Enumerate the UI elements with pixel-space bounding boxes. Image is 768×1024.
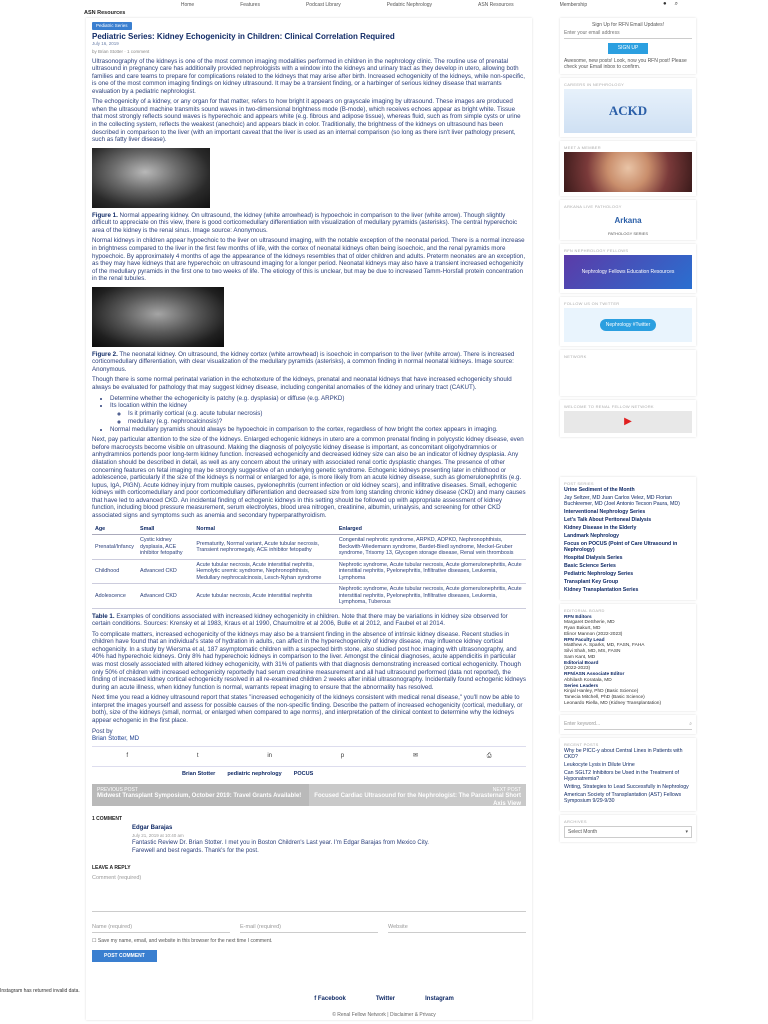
author-widget-label: MEET A MEMBER — [564, 145, 601, 150]
fellows-widget — [560, 244, 696, 293]
series-link[interactable]: Kidney Disease in the Elderly — [564, 524, 637, 531]
comment-author[interactable]: Edgar Barajas — [132, 825, 173, 832]
twitter-widget — [560, 297, 696, 346]
arkana-label: ARKANA LIVE PATHOLOGY — [564, 204, 622, 209]
article-date: July 16, 2019 — [92, 41, 119, 47]
comment-textarea[interactable]: Comment (required) — [92, 872, 526, 912]
figure-1-text: Normal appearing kidney. On ultrasound, the kidney (white arrowhead) is hypoechoic in comparison to the liver (white arrow). Though slightly difficult to appreciate on this view, there is good corticomedullary differentiation with visualization of medullary pyramids (asterisks). The central hyperechoic area of the kidney is the renal sinus. Image source: Anonymous. — [92, 211, 518, 234]
table-cell: Nephrotic syndrome, Acute tubular necrosis, Acute glomerulonephritis, Acute interstitial nephritis, Pyelonephritis, Infiltrative diseases, Leukemia, Lymphoma — [336, 559, 526, 583]
network-label: NETWORK — [564, 354, 587, 359]
series-link[interactable]: Focus on POCUS (Point of Care Ultrasound in Nephrology) — [564, 540, 678, 553]
fellows-label: RFN NEPHROLOGY FELLOWS — [564, 248, 629, 253]
nav-asn[interactable]: ASN Resources — [478, 1, 514, 8]
ackd-widget — [560, 78, 696, 137]
comment-item — [132, 825, 526, 855]
paragraph-3: Normal kidneys in children appear hypoechoic to the liver on ultrasound imaging, with the notable exception of the neonatal period. There is a normal increase in brightness compared to the liver in the first few months of life, with the cortex of neonatal kidneys often being isoechoic, and the renal pyramids more hypoechoic. By approximately 4 months of age the appearance of the kidneys resembles that of older children and adults. Preterm neonates are an exception, as they may have kidneys that are hyperechoic on ultrasound imaging for a longer period. Neonatal kidneys may also have a transient increased echogenicity of the medullary pyramids in the first one to two weeks of life. The etiology of this is unclear, but may be due to increased Tamm-Horsfall protein concentration in the renal tubules. — [92, 237, 526, 283]
arkana-logo[interactable]: Arkana — [614, 216, 642, 225]
figure-2-label: Figure 2. — [92, 350, 118, 358]
table-cell: Acute tubular necrosis, Acute interstitial nephritis — [193, 584, 335, 608]
echogenicity-table — [92, 524, 526, 609]
tag-item[interactable]: Brian Stotter — [182, 771, 216, 778]
search-icon[interactable]: ⌕ — [689, 720, 692, 727]
recent-post-link[interactable]: Writing, Strategies to Lead Successfully in Nephrology — [564, 783, 689, 790]
save-info-checkbox[interactable]: ☐ Save my name, email, and website in this browser for the next time I comment. — [92, 938, 273, 945]
nav-membership[interactable]: Membership — [559, 1, 588, 8]
user-icon[interactable]: ● — [663, 1, 667, 7]
board-item: Matthew A. Sparks, MD, FASN, FAHA — [564, 643, 645, 649]
name-field[interactable]: Name (required) — [92, 918, 230, 934]
board-item: Abhilash Koratala, MD — [564, 677, 612, 683]
table-cell: Congenital nephrotic syndrome, ARPKD, ADPKD, Nephronophthisis, Beckwith-Wiedemann syndrome, Bardet-Biedl syndrome, Meckel-Gruber syndrome, Trisomy 13, Glycogen storage disease, Renal vein thrombosis — [336, 535, 526, 559]
tag-item[interactable]: POCUS — [293, 771, 314, 778]
board-item: Elinor Mannon (2022-2023) — [564, 631, 623, 637]
nav-podcast[interactable]: Podcast Library — [305, 1, 341, 8]
series-link[interactable]: Transplant Key Group — [564, 578, 619, 585]
video-widget — [560, 400, 696, 437]
comment-text-2: Farewell and best regards. Thank's for the post. — [132, 847, 259, 854]
paragraph-2: The echogenicity of a kidney, or any organ for that matter, refers to how bright it appears on grayscale imaging by ultrasound. These images are produced when the ultrasound machine transmits sound waves in two-dimensional brightness mode (B-mode), which receives echoes appear as bright white. Tissue that most strongly reflects sound waves is hyperechoic and appears white (e.g. fibrous and adipose tissue), whereas fluid, such as from simple cysts or urine in the collecting system, reflects the weakest (anechoic) and appears black in color. Traditionally, the brightness of the kidneys on ultrasound has been described in comparison to the liver (with an important caveat that the liver is used as an internal comparison (so long as there isn't liver pathology present, such as fatty liver disease). — [92, 98, 521, 144]
paragraph-7: Next time you read a kidney ultrasound report that states "increased echogenicity of the kidneys consistent with medical renal disease," you'll now be able to interpret the images yourself and assess for possible causes of the non-specific finding. Describe the pattern of increased echogenicity (cortical, medullary, or both), size of the kidneys (small, normal, or enlarged when compared to age norms), and interpretation of the clinical context to determine why the kidneys appear echogenic in the first place. — [92, 694, 523, 724]
arkana-sub: PATHOLOGY SERIES — [607, 231, 648, 236]
email-share-icon[interactable]: ✉ — [412, 752, 418, 759]
table-header-row — [92, 524, 526, 535]
series-link[interactable]: Pediatric Nephrology Series — [564, 570, 634, 577]
table-caption-text: Examples of conditions associated with increased kidney echogenicity in children. Note that there may be variations in kidney size observed for certain conditions. Sources: Krensky et al 1983, Kraus et al 1990, Chaumoitre et al 2006, Bulle et al 2012, and Faubel et al 2014. — [92, 612, 508, 628]
previous-post-label: PREVIOUS POST — [97, 787, 138, 794]
nav-home[interactable]: Home — [180, 1, 195, 8]
board-item: Silvi Shah, MD, MS, FASN — [564, 649, 621, 655]
paragraph-6: To complicate matters, increased echogenicity of the kidneys may also be a transient finding in the absence of intrinsic kidney disease. Recent studies in children have found that an individual's state of hydration in adults, can affect in the hyperechogenicity of kidney disease, may influence kidney cortical echogenicity. In a study by Wiersma et al, 187 asymptomatic children with a suspected birth stone, also studied post hoc imaging with ultrasonography, and 40% had hyperechoic kidneys. Only 8% had hyperechoic kidneys in comparison to the liver. Amongst the clinical diagnoses, acute appendicitis in particular was most closely associated with altered kidney echogenicity, with 31% of patients with that diagnosis demonstrating increased cortical echogenicity. Though only 50% of children with increased echogenicity reportedly had serum creatinine measurement and all had ultrasound performed (data not reported), the finding of increased kidney cortical echogenicity resolved in all re-examined children 2 weeks after initial ultrasonography. Incidentally found echogenic kidneys during an acute illness, when kidney function is normal, warrants repeat imaging to ensure that the abnormality has resolved. — [92, 630, 526, 691]
table-cell: Nephrotic syndrome, Acute tubular necrosis, Acute glomerulonephritis, Acute interstitial nephritis, Pyelonephritis, Infiltrative diseases, Leukemia, Lymphoma, Tuberous — [336, 584, 526, 608]
play-icon: ▶ — [624, 415, 632, 427]
search-placeholder: Enter keyword... — [564, 720, 601, 727]
recent-post-link[interactable]: Can SGLT2 Inhibitors be Used in the Treatment of Hyponatremia? — [564, 769, 679, 782]
share-bar — [92, 746, 526, 768]
recent-post-link[interactable]: Leukocyte Lysis in Dilute Urine — [564, 761, 635, 768]
table-row — [92, 559, 526, 583]
table-cell: Cystic kidney dysplasia, ACE inhibitor fetopathy — [137, 535, 193, 559]
figure-1-ultrasound — [92, 148, 210, 208]
comment-date: July 21, 2019 at 10:40 am — [132, 832, 184, 838]
board-item: (2022-2023) — [564, 666, 591, 672]
paragraph-5: Next, pay particular attention to the size of the kidneys. Enlarged echogenic kidneys in utero are a common prenatal finding in polycystic kidney disease, even before macrocysts become visible on ultrasound. Making the diagnosis of polycystic kidney disease is important, as concomitant oligohydramnios or anhydramnios portends poor long-term kidney function. Increased echogenicity and decreased kidney size can also be an indicator of kidney dysplasia. Any dilatation should be described in detail, as well as any concern about the urinary with associated renal cortic dysplastic changes. The presence of other concerning features on fetal imaging may be strongly suggestive of an underlying genetic syndrome. Echogenic kidneys presenting later in childhood or adolescence, particularly if the size of the kidneys is normal or enlarged for age, is more likely from an acute kidney disease, such as glomerulonephritis (e.g. lupus, IgA, PIGN). Acute kidney injury from multiple causes, pyelonephritis (current infection or old kidney scars), and infiltrative diseases. Small, echogenic kidneys with corticomedullary and poor corticomedullary differentiation and decreased size from long standing chronic kidney disease (CKD) and many causes that have led to advanced CKD. An incidental finding of echogenic kidneys in this setting should be followed up with appropriate assessment of kidney function, including blood pressure measurement, serum electrolytes, blood urea nitrogen, creatinine, albumin, urinalysis, and screening for other CKD associated signs and symptoms such as anemia and secondary hyperparathyroidism. — [92, 436, 526, 519]
comment-count: 1 COMMENT — [92, 816, 122, 823]
series-link[interactable]: Urine Sediment of the Month — [564, 487, 635, 493]
previous-post-title: Midwest Transplant Symposium, October 2019: Travel Grants Available! — [97, 793, 302, 800]
comments-section — [92, 816, 526, 855]
category-badge[interactable]: Pediatric Series — [92, 22, 132, 30]
post-by — [92, 728, 526, 743]
table-cell: Adolescence — [92, 584, 137, 608]
instagram-error: Instagram has returned invalid data. — [0, 988, 80, 994]
table-header: Small — [137, 524, 193, 535]
tag-list — [182, 771, 526, 778]
bullet-item — [110, 402, 526, 425]
figure-1-label: Figure 1. — [92, 211, 118, 219]
board-item: Series Leaders — [564, 683, 599, 689]
table-header: Normal — [193, 524, 335, 535]
series-link[interactable]: Landmark Nephrology — [564, 532, 620, 539]
board-item: Tanecia Mitchell, PhD (Basic Science) — [564, 695, 645, 701]
table-cell: Prematurity, Normal variant, Acute tubular necrosis, Transient nephromegaly, ACE inhibitor fetopathy — [193, 535, 335, 559]
figure-2-ultrasound — [92, 287, 224, 347]
search-icon[interactable]: ⌕ — [674, 1, 678, 7]
table-cell: Advanced CKD — [137, 559, 193, 583]
bullet-item: • Normal medullary pyramids should always be hypoechoic in comparison to the cortex, regardless of how bright the cortex appears in imaging. — [110, 426, 526, 434]
reply-label: LEAVE A REPLY — [92, 865, 131, 872]
footer-social — [0, 996, 768, 1004]
bullet-list — [110, 395, 526, 434]
post-navigation — [92, 784, 526, 806]
archives-widget — [560, 815, 696, 842]
figure-2-text: The neonatal kidney. On ultrasound, the kidney cortex (white arrowhead) is isoechoic in comparison to the liver (white arrow). There is increased corticomedullary differentiation, with clear visualization of the medullary pyramids (asterisks), a common finding in normal neonatal kidneys. Image source: Anonymous. — [92, 350, 515, 373]
board-item: RFN/ASN Associate Editor — [564, 672, 625, 678]
nav-features[interactable]: Features — [240, 1, 260, 8]
nav-pediatric[interactable]: Pedatric Nephrology — [386, 1, 433, 8]
twitter-share-icon[interactable]: t — [196, 752, 199, 759]
board-item: RFN Faculty Lead — [564, 637, 605, 643]
bullet-item: • Determine whether the echogenicity is patchy (e.g. dysplasia) or diffuse (e.g. ARPKD) — [110, 395, 526, 403]
previous-post-link[interactable] — [92, 784, 309, 806]
archives-selected: Select Month — [568, 828, 598, 835]
print-share-icon[interactable]: ⎙ — [486, 752, 492, 759]
editorial-board-widget — [560, 604, 696, 711]
recent-post-link[interactable]: Why be PICC-y about Central Lines in Patients with CKD? — [564, 747, 683, 760]
post-comment-button[interactable]: POST COMMENT — [92, 950, 157, 962]
next-post-label: NEXT POST — [492, 787, 521, 794]
sidebar — [560, 18, 696, 918]
bullet-text: Its location within the kidney — [110, 402, 188, 410]
author-widget — [560, 141, 696, 196]
ackd-banner[interactable]: ACKD — [564, 89, 692, 133]
network-widget — [560, 350, 696, 396]
archives-select[interactable] — [564, 826, 692, 838]
video-label: WELCOME TO RENAL FELLOW NETWORK — [564, 404, 654, 409]
footer-twitter-link[interactable]: Twitter — [375, 996, 396, 1002]
series-link[interactable]: Jay Seltzer, MD Juan Carlos Velez, MD Florian Buchkremer, MD (Joel Antonio Tecson Paura, MD) — [564, 494, 680, 507]
facebook-share-icon[interactable]: f — [126, 752, 129, 759]
arkana-widget — [560, 200, 696, 240]
recent-posts-widget — [560, 738, 696, 811]
board-label: EDITORIAL BOARD — [564, 607, 605, 613]
board-item: Sam Kant, MD — [564, 654, 596, 660]
pinterest-share-icon[interactable]: p — [340, 752, 345, 759]
twitter-label: FOLLOW US ON TWITTER — [564, 301, 620, 306]
table-cell: Advanced CKD — [137, 584, 193, 608]
table-caption — [92, 613, 526, 628]
board-item: Kinjal Hanley, PhD (Basic Science) — [564, 689, 639, 695]
linkedin-share-icon[interactable]: in — [267, 752, 272, 759]
board-item: Editorial Board — [564, 660, 599, 666]
comment-text: Fantastic Review Dr. Brian Stotter. I met you in Boston Children's Last year. I'm Edgar Barajas from Mexico City. — [132, 840, 429, 847]
article-title: Pediatric Series: Kidney Echogenicity in Children: Clinical Correlation Required — [92, 31, 395, 41]
ackd-label: CAREERS IN NEPHROLOGY — [564, 82, 625, 87]
table-row — [92, 584, 526, 608]
asn-resources-label: ASN Resources — [84, 10, 126, 16]
next-post-title: Focused Cardiac Ultrasound for the Nephrologist: The Parasternal Short Axis View — [314, 793, 521, 807]
series-link[interactable]: Hospital Dialysis Series — [564, 554, 623, 561]
paragraph-4: Though there is some normal perinatal variation in the echotexture of the kidneys, prenatal and neonatal kidneys that have increased echogenicity should always be evaluated for pathology that may suggest kidney disease, including congenital anomalies of the kidney and urinary tract (CAKUT). — [92, 376, 512, 392]
twitter-banner[interactable] — [564, 308, 692, 342]
figure-1-caption — [92, 212, 526, 235]
top-navigation — [0, 0, 768, 10]
author-link[interactable]: Brian Stotter, MD — [92, 735, 140, 743]
subscribe-button[interactable]: SIGN UP — [608, 43, 648, 53]
subscribe-widget — [560, 18, 696, 74]
paragraph-1: Ultrasonography of the kidneys is one of the most common imaging modalities performed in children in the nephrology clinic. The routine use of prenatal ultrasound in pregnancy care has additionally provided nephrologists with a window into the kidneys and urinary tract as they develop in utero, allowing both families and care teams to prepare for complications related to the kidneys that may arise after birth. Increased echogenicity of the kidneys, while non-specific, is one of the most common imaging findings on kidney ultrasound. It may be a transient finding, or a harbinger of serious kidney disease that warrants evaluation by a pediatric nephrologist. — [92, 57, 525, 95]
twitter-badge: Nephrology #Twitter — [600, 319, 656, 331]
board-item: Leonardo Riella, MD (Kidney Transplantation) — [564, 700, 662, 706]
series-link[interactable]: Interventional Nephrology Series — [564, 508, 646, 515]
email-field[interactable]: E-mail (required) — [240, 918, 378, 934]
sidebar-search[interactable] — [564, 719, 692, 730]
website-field[interactable]: Website — [388, 918, 526, 934]
table-cell: Prenatal/Infancy — [92, 535, 137, 559]
table-header: Age — [92, 524, 137, 535]
board-item: Ryan Bakurt, MD — [564, 626, 601, 632]
next-post-link[interactable] — [309, 784, 526, 806]
article-container — [86, 18, 532, 1020]
chevron-down-icon: ▾ — [685, 828, 688, 835]
recent-post-link[interactable]: American Society of Transplantation (AST) Fellows Symposium 9/29-9/30 — [564, 791, 682, 804]
recent-label: RECENT POSTS — [564, 741, 599, 747]
subscribe-email-input[interactable] — [564, 28, 692, 39]
footer-facebook-link[interactable]: f Facebook — [314, 996, 346, 1002]
reply-fields — [92, 918, 526, 934]
table-label: Table 1. — [92, 612, 115, 620]
video-embed[interactable] — [564, 411, 692, 433]
figure-2-caption — [92, 351, 526, 374]
post-series-label: POST SERIES — [564, 481, 594, 486]
sub-bullet-item: ◦ medullary (e.g. nephrocalcinosis)? — [128, 418, 526, 426]
board-item: Margaret DeSherie, MD — [564, 620, 615, 626]
archives-label: ARCHIVES — [564, 818, 587, 824]
sub-bullet-item: ◦ Is it primarily cortical (e.g. acute tubular necrosis) — [128, 410, 526, 418]
post-series-widget — [560, 477, 696, 600]
table-row — [92, 535, 526, 559]
save-info-label: Save my name, email, and website in this browser for the next time I comment. — [97, 938, 273, 945]
table-header: Enlarged — [336, 524, 526, 535]
table-cell: Acute tubular necrosis, Acute interstitial nephritis, Hemolytic uremic syndrome, Nephronophthisis, Medullary nephrocalcinosis, Lesch-Nyhan syndrome — [193, 559, 335, 583]
nav-icons — [663, 1, 678, 9]
author-photo[interactable] — [564, 152, 692, 192]
sub-bullet-list — [128, 410, 526, 426]
copyright: © Renal Fellow Network | Disclaimer & Privacy — [332, 1012, 436, 1018]
footer-instagram-link[interactable]: Instagram — [425, 996, 454, 1002]
fellows-banner[interactable]: Nephrology Fellows Education Resources — [564, 255, 692, 289]
table-cell: Childhood — [92, 559, 137, 583]
article-meta: by Brian Stotter · 1 comment — [92, 48, 150, 54]
subscribe-note: Awesome, new posts! Look, now you RFN post! Please check your Email inbox to confirm. — [564, 57, 687, 70]
series-link[interactable]: Kidney Transplantation Series — [564, 586, 639, 593]
series-link[interactable]: Basic Science Series — [564, 562, 616, 569]
series-link[interactable]: Let's Talk About Peritoneal Dialysis — [564, 516, 652, 523]
reply-form — [92, 865, 526, 962]
subscribe-title: Sign Up for RFN Email Updates! — [592, 22, 664, 28]
tag-item[interactable]: pediatric nephrology — [227, 771, 282, 778]
search-widget — [560, 715, 696, 734]
board-item: RFN Editors — [564, 614, 592, 620]
post-by-label: Post by — [92, 727, 113, 735]
